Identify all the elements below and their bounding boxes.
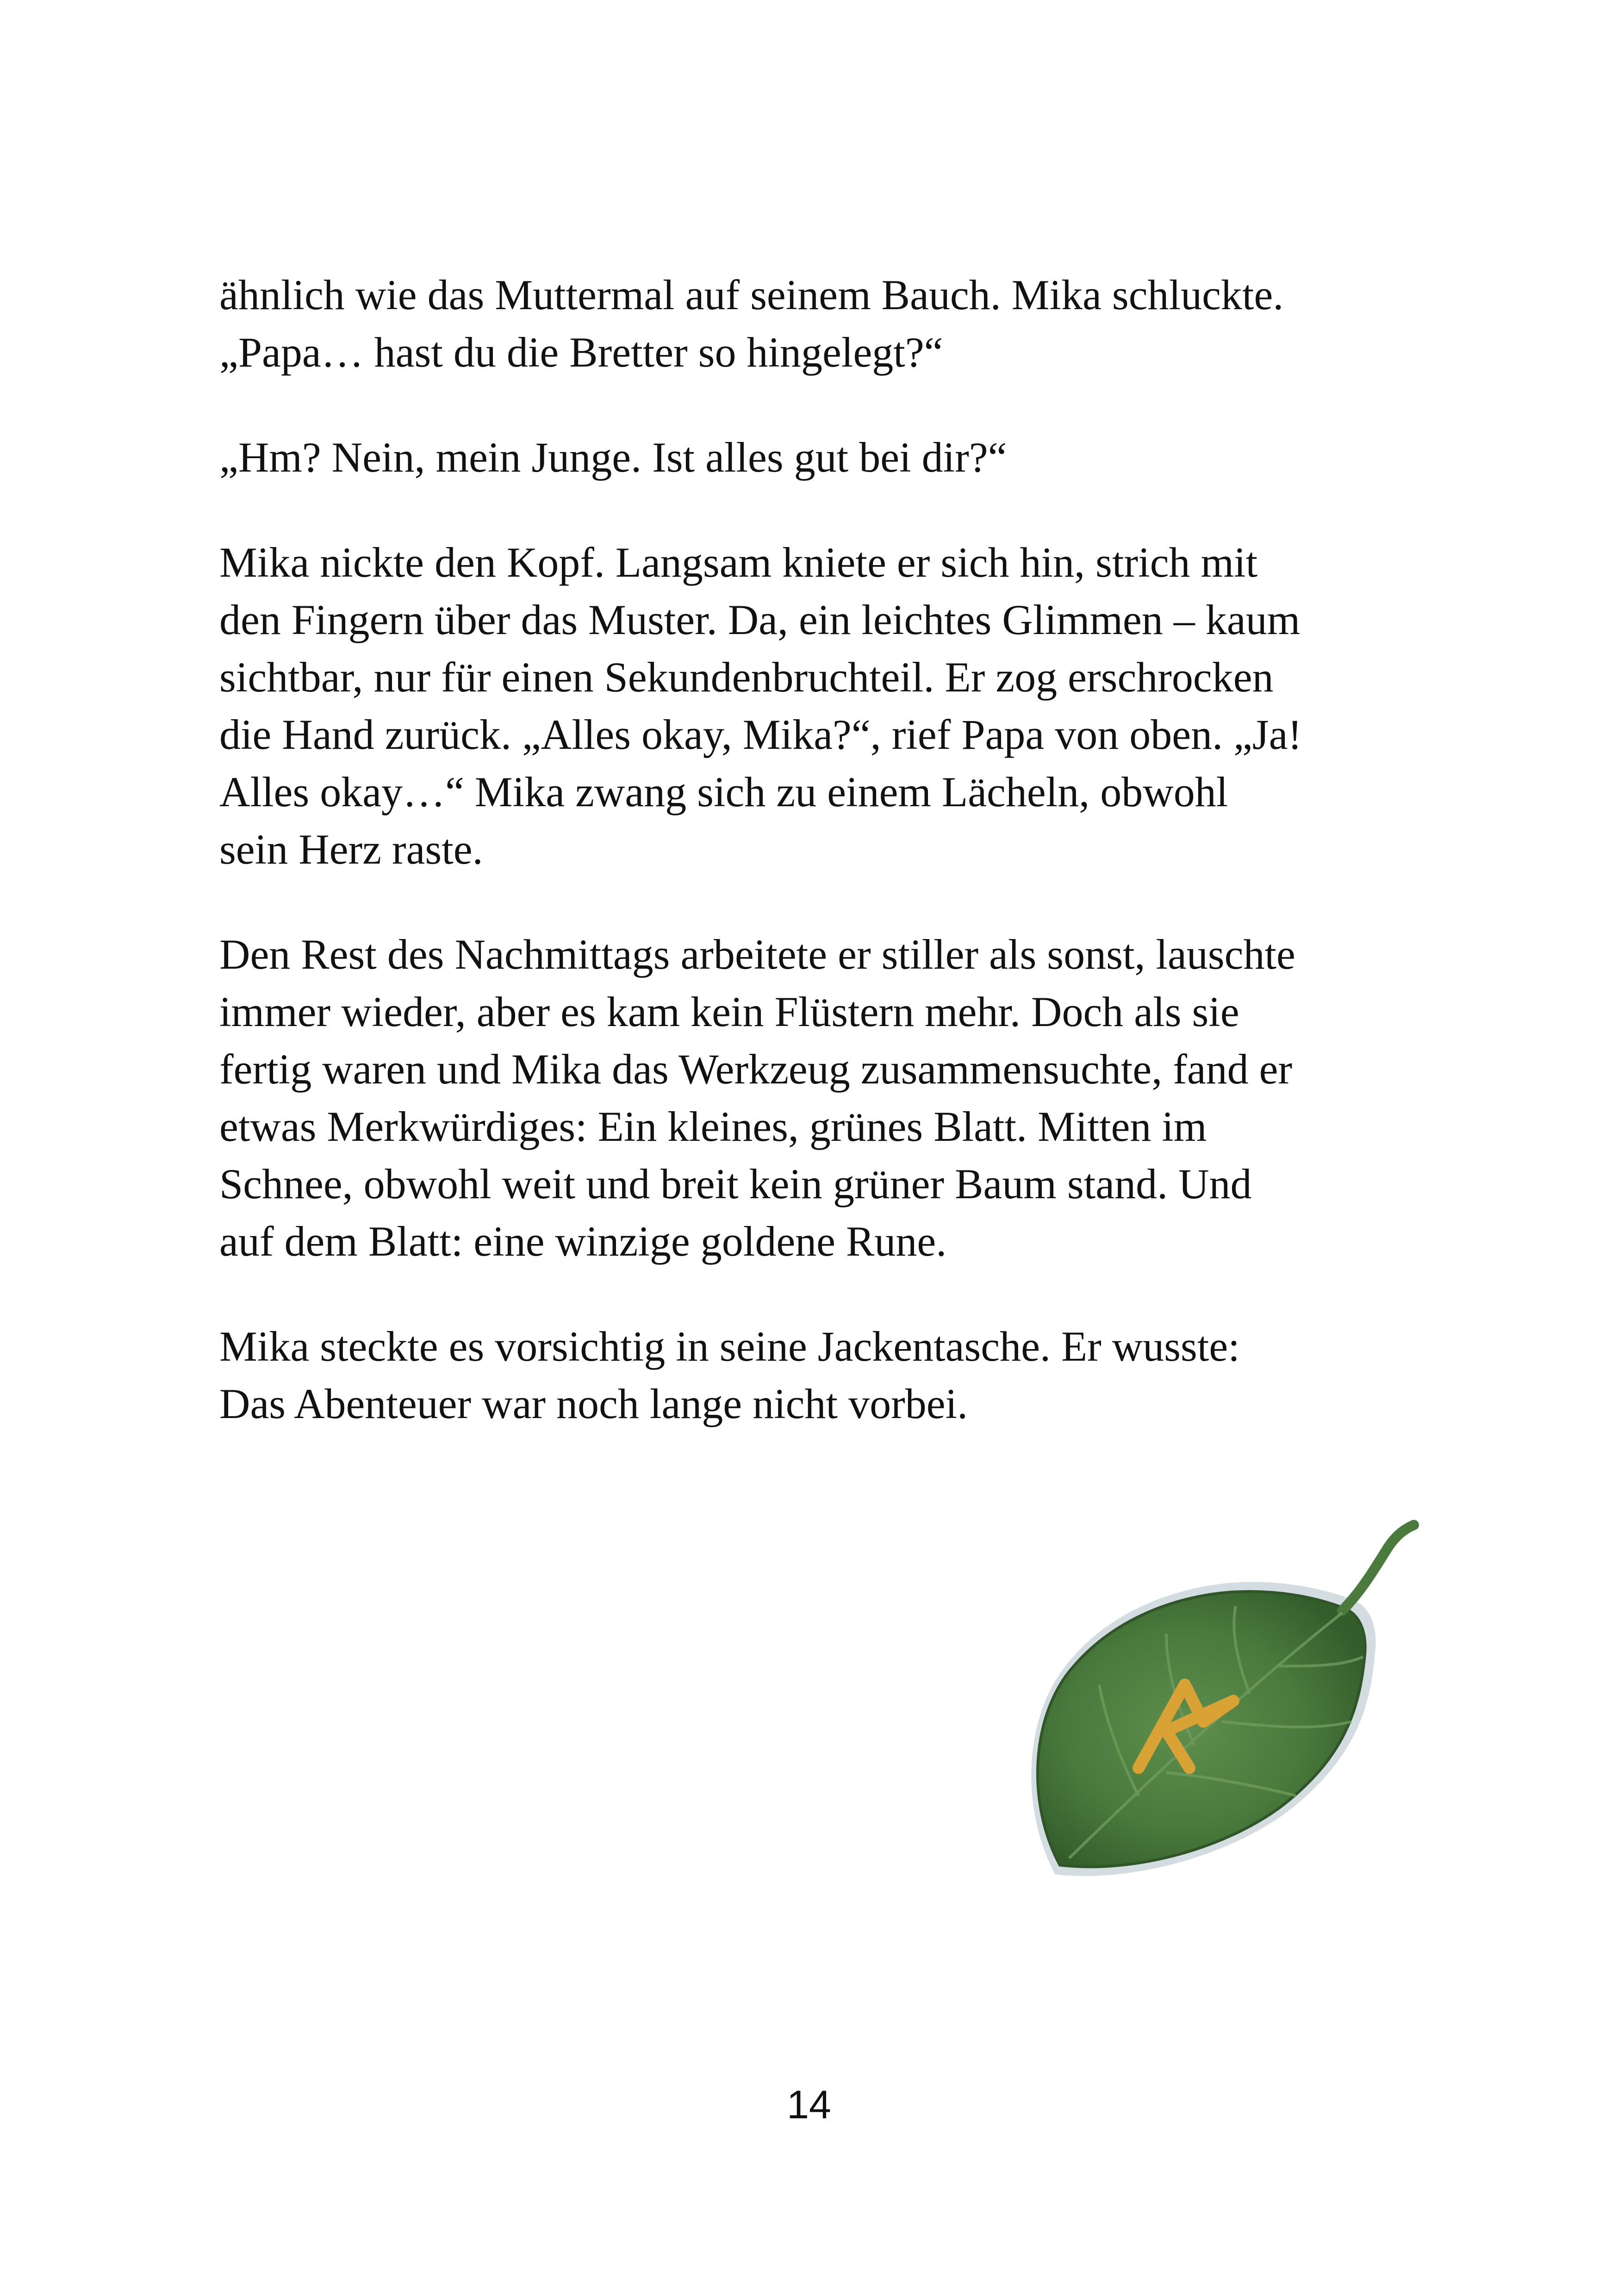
paragraph-1: ähnlich wie das Muttermal auf seinem Bauch. Mika schluckte. „Papa… hast du die Bretter so hingelegt?“ — [219, 271, 1284, 376]
leaf-stem — [1342, 1525, 1414, 1611]
leaf-with-rune-icon — [1000, 1518, 1453, 1916]
paragraph-4: Den Rest des Nachmittags arbeitete er stiller als sonst, lauschte immer wieder, aber es kam kein Flüstern mehr. Doch als sie fertig waren und Mika das Werkzeug zusammensuchte, fand er etwas Merkwürdiges: Ein kleines, grünes Blatt. Mitten im Schnee, obwohl weit und breit kein grüner Baum stand. Und auf dem Blatt: eine winzige goldene Rune. — [219, 931, 1295, 1265]
paragraph-5: Mika steckte es vorsichtig in seine Jackentasche. Er wusste: Das Abenteuer war noch lange nicht vorbei. — [219, 1323, 1240, 1427]
paragraph-3: Mika nickte den Kopf. Langsam kniete er sich hin, strich mit den Fingern über das Muster. Da, ein leichtes Glimmen – kaum sichtbar, nur für einen Sekundenbruchteil. Er zog erschrocken die Hand zurück. „Alles okay, Mika?“, rief Papa von oben. „Ja! Alles okay…“ Mika zwang sich zu einem Lächeln, obwohl sein Herz raste. — [219, 539, 1302, 873]
paragraph-2: „Hm? Nein, mein Junge. Ist alles gut bei dir?“ — [219, 434, 1007, 481]
story-text — [219, 266, 1423, 1480]
page-number: 14 — [787, 2083, 831, 2127]
